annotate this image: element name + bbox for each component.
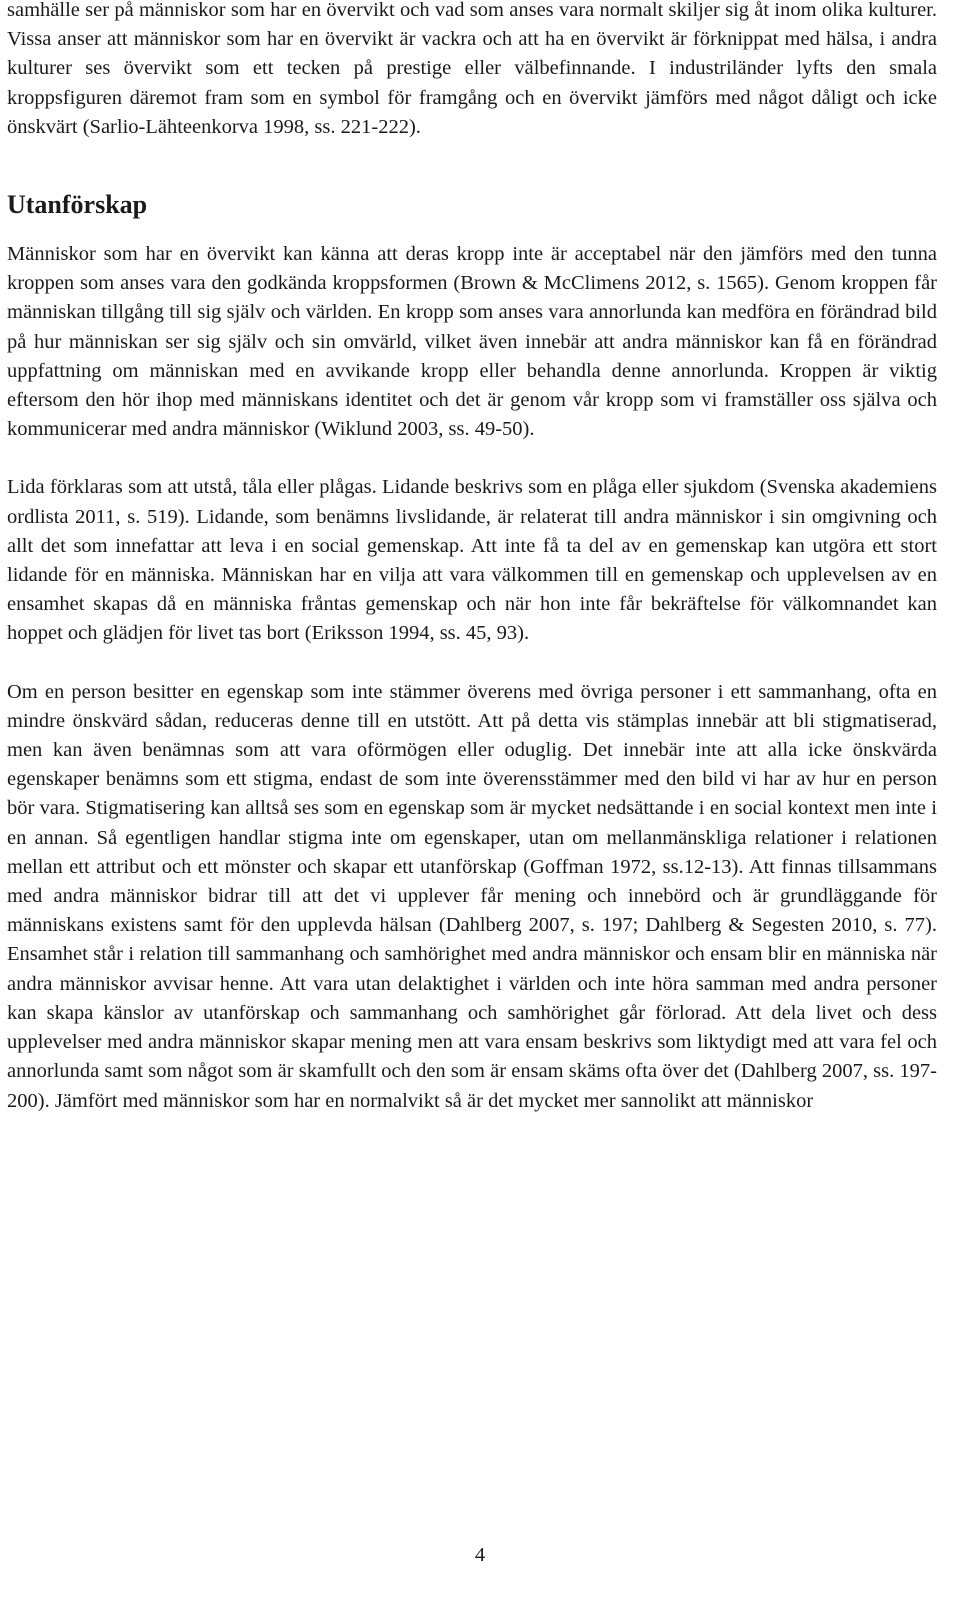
body-paragraph: Människor som har en övervikt kan känna att deras kropp inte är acceptabel när den jämförs med den tunna kroppen som anses vara den godkända kroppsformen (Brown & McClimens 2012, s. 1565). Genom kroppen får människan tillgång till sig själv och världen. En kropp som anses vara annorlunda kan medföra en förändrad bild på hur människan ser sig själv och sin omvärld, vilket även innebär att andra människor kan få en förändrad uppfattning om människan med en avvikande kropp eller behandla denne annorlunda. Kroppen är viktig eftersom den hör ihop med människans identitet och det är genom vår kropp som vi framställer oss själva och kommunicerar med andra människor (Wiklund 2003, ss. 49-50). [7, 243, 937, 441]
paragraph-spacer [7, 444, 937, 473]
page-number: 4 [474, 1544, 486, 1566]
section-heading: Utanförskap [7, 190, 148, 220]
paragraph-spacer [7, 649, 937, 678]
document-page [7, 0, 937, 1116]
body-paragraph: Lida förklaras som att utstå, tåla eller plågas. Lidande beskrivs som en plåga eller sjukdom (Svenska akademiens ordlista 2011, s. 519). Lidande, som benämns livslidande, är relaterat till andra människor i sin omgivning och allt det som innefattar att leva i en social gemenskap. Att inte få ta del av en gemenskap kan utgöra ett stort lidande för en människa. Människan har en vilja att vara välkommen till en gemenskap och upplevelsen av en ensamhet skapas då en människa fråntas gemenskap och när hon inte får bekräftelse för välkomnandet kan hoppet och glädjen för livet tas bort (Eriksson 1994, ss. 45, 93). [7, 476, 937, 645]
continuation-paragraph: samhälle ser på människor som har en övervikt och vad som anses vara normalt skiljer sig åt inom olika kulturer. Vissa anser att människor som har en övervikt är vackra och att ha en övervikt är förknippat med hälsa, i andra kulturer ses övervikt som ett tecken på prestige eller välbefinnande. I industriländer lyfts den smala kroppsfiguren däremot fram som en symbol för framgång och en övervikt jämförs med något dåligt och icke önskvärt (Sarlio-Lähteenkorva 1998, ss. 221-222). [7, 0, 937, 138]
body-paragraph: Om en person besitter en egenskap som inte stämmer överens med övriga personer i ett sammanhang, ofta en mindre önskvärd sådan, reduceras denne till en utstött. Att på detta vis stämplas innebär att bli stigmatiserad, men kan även benämnas som att vara oförmögen eller oduglig. Det innebär inte att alla icke önskvärda egenskaper benämns som ett stigma, endast de som inte överensstämmer med den bild vi har av hur en person bör vara. Stigmatisering kan alltså ses som en egenskap som är mycket nedsättande i en social kontext men inte i en annan. Så egentligen handlar stigma inte om egenskaper, utan om mellanmänskliga relationer i relationen mellan ett attribut och ett mönster och skapar ett utanförskap (Goffman 1972, ss.12-13). Att finnas tillsammans med andra människor bidrar till att det vi upplever får mening och innebörd och är grundläggande för människans existens samt för den upplevda hälsan (Dahlberg 2007, s. 197; Dahlberg & Segesten 2010, s. 77). Ensamhet står i relation till sammanhang och samhörighet med andra människor och ensam blir en människa när andra människor avvisar henne. Att vara utan delaktighet i världen och inte höra samman med andra personer kan skapa känslor av utanförskap och sammanhang och samhörighet går förlorad. Att dela livet och dess upplevelser med andra människor skapar mening men att vara ensam beskrivs som liktydigt med att vara fel och annorlunda samt som något som är skamfullt och den som är ensam skäms ofta över det (Dahlberg 2007, ss. 197-200). Jämfört med människor som har en normalvikt så är det mycket mer sannolikt att människor [7, 680, 937, 1112]
